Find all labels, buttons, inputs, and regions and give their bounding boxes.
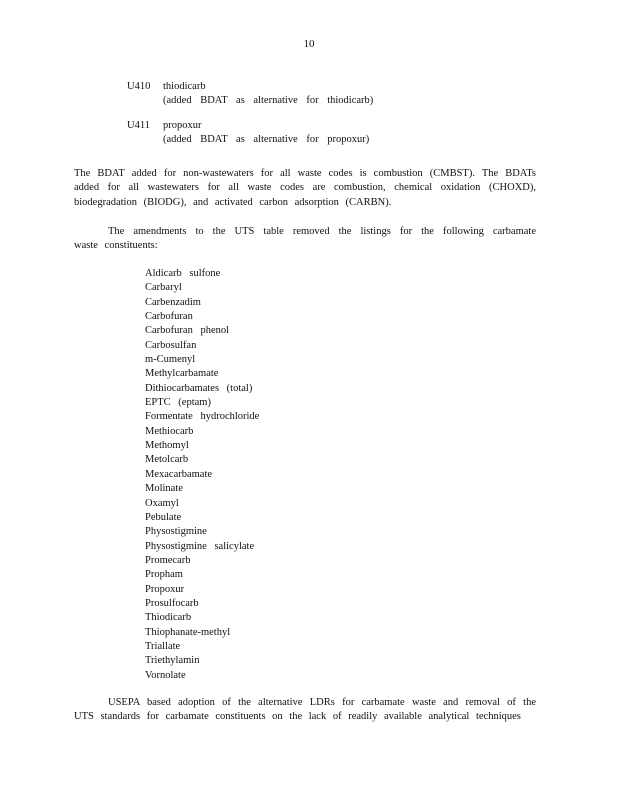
list-item: Thiophanate-methyl [145, 626, 231, 638]
list-item: m-Cumenyl [145, 354, 196, 366]
list-item: Formentate hydrochloride [145, 411, 260, 423]
list-item: Prosulfocarb [145, 597, 199, 609]
bdat-paragraph [74, 167, 536, 210]
list-item: Promecarb [145, 554, 191, 566]
amendments-paragraph [74, 225, 536, 254]
list-item: EPTC (eptam) [145, 397, 211, 409]
waste-code: U411 [127, 120, 150, 131]
list-item: Carbofuran [145, 311, 193, 323]
list-item: Carbenzadim [145, 296, 201, 308]
list-item: Methylcarbamate [145, 368, 219, 380]
list-item: Methiocarb [145, 425, 194, 437]
list-item: Vornolate [145, 669, 186, 681]
carbamate-constituent-list [145, 267, 259, 683]
list-item: Mexacarbamate [145, 468, 213, 480]
constituent-name: thiodicarb [163, 81, 206, 92]
bdat-note: (added BDAT as alternative for thiodicarb) [163, 95, 374, 107]
page-number: 10 [303, 38, 315, 50]
list-item: Triallate [145, 640, 181, 652]
list-item: Oxamyl [145, 497, 179, 509]
list-item: Molinate [145, 483, 183, 495]
list-item: Pebulate [145, 511, 182, 523]
list-item: Physostigmine salicylate [145, 540, 255, 552]
list-item: Thiodicarb [145, 612, 192, 624]
list-item: Dithiocarbamates (total) [145, 382, 253, 394]
list-item: Methomyl [145, 440, 189, 452]
list-item: Propoxur [145, 583, 185, 595]
list-item: Metolcarb [145, 454, 189, 466]
bdat-paragraph-text: The BDAT added for non-wastewaters for all waste codes is combustion (CMBST). The BDATs added for all wastewaters for all waste codes are combustion, chemical oxidation (CHOXD), biodegradation (BIODG), and activated carbon adsorption (CARBN). [74, 168, 536, 208]
list-item: Propham [145, 569, 183, 581]
usepa-paragraph-text: USEPA based adoption of the alternative LDRs for carbamate waste and removal of the UTS standards for carbamate constituents on the lack of readily available analytical techniques [74, 697, 536, 723]
constituent-name: propoxur [163, 120, 202, 131]
list-item: Carbaryl [145, 282, 182, 294]
list-item: Carbofuran phenol [145, 325, 230, 337]
list-item: Triethylamin [145, 655, 200, 667]
waste-code: U410 [127, 81, 151, 92]
bdat-note: (added BDAT as alternative for propoxur) [163, 134, 370, 146]
amendments-paragraph-text: The amendments to the UTS table removed the listings for the following carbamate waste constituents: [74, 226, 536, 252]
list-item: Carbosulfan [145, 339, 197, 351]
list-item: Aldicarb sulfone [145, 268, 221, 279]
list-item: Physostigmine [145, 526, 207, 538]
usepa-paragraph [74, 696, 536, 725]
